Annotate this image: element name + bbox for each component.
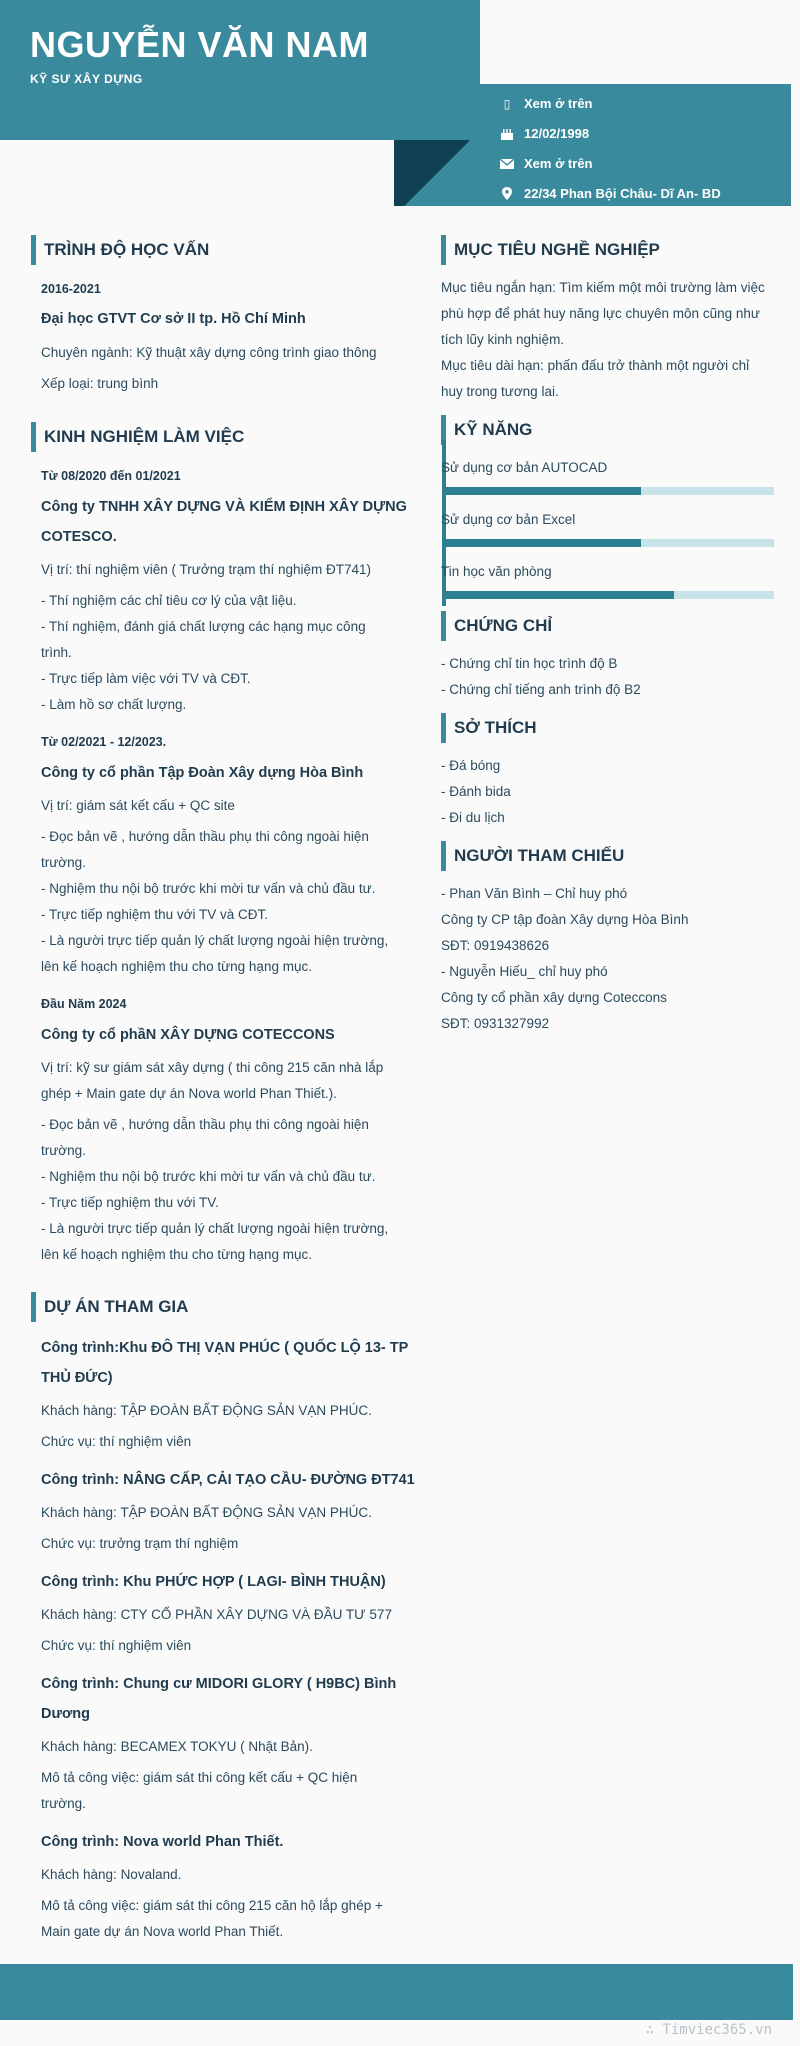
reference-line: Công ty cổ phần xây dựng Coteccons	[441, 990, 667, 1005]
job-line: - Trực tiếp làm việc với TV và CĐT.	[41, 671, 251, 686]
footer-band	[0, 1964, 793, 2020]
objective-heading	[441, 235, 660, 265]
certificates-title: CHỨNG CHỈ	[454, 616, 553, 635]
job-period: Đầu Năm 2024	[41, 997, 127, 1011]
objective-line: tích lũy kinh nghiệm.	[441, 332, 565, 347]
section-bar	[31, 1292, 36, 1322]
skills-title: KỸ NĂNG	[454, 420, 533, 439]
objective-line: huy trong tương lai.	[441, 384, 559, 399]
reference-line: SĐT: 0931327992	[441, 1016, 550, 1031]
candidate-name: NGUYỄN VĂN NAM	[30, 24, 370, 65]
section-bar	[441, 235, 446, 265]
job-line: - Làm hồ sơ chất lượng.	[41, 697, 187, 712]
project-name-cont: Dương	[41, 1706, 90, 1722]
contact-address	[496, 186, 721, 201]
project-name: Công trình:Khu ĐÔ THỊ VẠN PHÚC ( QUỐC LỘ 13- TP	[41, 1340, 409, 1356]
certificate-item: - Chứng chỉ tin học trình độ B	[441, 656, 618, 671]
phone-icon: ▯	[503, 96, 511, 111]
project-line: Khách hàng: Novaland.	[41, 1867, 182, 1882]
skill-label: Sử dụng cơ bản AUTOCAD	[441, 460, 608, 475]
projects-title: DỰ ÁN THAM GIA	[44, 1297, 189, 1316]
section-bar	[31, 235, 36, 265]
section-bar	[441, 713, 446, 743]
references-title: NGƯỜI THAM CHIẾU	[454, 846, 625, 865]
cake-icon	[496, 128, 518, 140]
hobbies-heading	[441, 713, 537, 743]
project-line: Khách hàng: TẬP ĐOÀN BẤT ĐỘNG SẢN VẠN PHÚC.	[41, 1505, 372, 1520]
hobbies-title: SỞ THÍCH	[454, 718, 537, 737]
job-company: Công ty cổ phần Tập Đoàn Xây dựng Hòa Bình	[41, 765, 364, 781]
projects-heading	[31, 1292, 188, 1322]
mail-icon	[496, 159, 518, 169]
contact-phone	[496, 96, 593, 111]
job-period: Từ 02/2021 - 12/2023.	[41, 735, 167, 749]
education-school: Đại học GTVT Cơ sở II tp. Hồ Chí Minh	[41, 311, 306, 327]
project-line: Chức vụ: trưởng trạm thí nghiệm	[41, 1536, 239, 1551]
job-line: trường.	[41, 1143, 86, 1158]
objective-line: Mục tiêu ngắn hạn: Tìm kiếm một môi trường làm việc	[441, 280, 765, 295]
job-line: - Thí nghiệm các chỉ tiêu cơ lý của vật liệu.	[41, 593, 297, 608]
job-line: - Nghiệm thu nội bộ trước khi mời tư vấn và chủ đầu tư.	[41, 881, 376, 896]
experience-title: KINH NGHIỆM LÀM VIỆC	[44, 427, 245, 446]
education-heading	[31, 235, 209, 265]
project-name-cont: THỦ ĐỨC)	[41, 1370, 113, 1386]
job-line: - Trực tiếp nghiệm thu với TV.	[41, 1195, 219, 1210]
reference-line: SĐT: 0919438626	[441, 938, 550, 953]
contact-email	[496, 156, 593, 171]
skill-bar-fill	[442, 591, 674, 599]
project-line: Khách hàng: BECAMEX TOKYU ( Nhật Bản).	[41, 1739, 313, 1754]
job-line: Vị trí: giám sát kết cấu + QC site	[41, 798, 235, 813]
hobby-item: - Đá bóng	[441, 758, 501, 773]
objective-line: Mục tiêu dài hạn: phấn đấu trở thành một người chỉ	[441, 358, 750, 373]
project-line: Main gate dự án Nova world Phan Thiết.	[41, 1924, 284, 1939]
project-name: Công trình: Chung cư MIDORI GLORY ( H9BC) Bình	[41, 1676, 397, 1692]
objective-title: MỤC TIÊU NGHỀ NGHIỆP	[454, 240, 660, 259]
certificate-item: - Chứng chỉ tiếng anh trình độ B2	[441, 682, 641, 697]
education-major: Chuyên ngành: Kỹ thuật xây dựng công trình giao thông	[41, 345, 377, 360]
hobby-item: - Đi du lịch	[441, 810, 505, 825]
job-line: - Nghiệm thu nội bộ trước khi mời tư vấn và chủ đầu tư.	[41, 1169, 376, 1184]
section-bar	[441, 611, 446, 641]
skill-bar	[442, 487, 774, 495]
section-bar	[31, 422, 36, 452]
contact-birthday-text: 12/02/1998	[524, 126, 590, 141]
job-period: Từ 08/2020 đến 01/2021	[41, 469, 181, 483]
job-title: KỸ SƯ XÂY DỰNG	[30, 72, 143, 86]
watermark: ∴ Timviec365.vn	[645, 2022, 772, 2038]
job-line: - Là người trực tiếp quản lý chất lượng ngoài hiện trường,	[41, 933, 389, 948]
project-line: Mô tả công việc: giám sát thi công 215 căn hộ lắp ghép +	[41, 1898, 383, 1913]
skill-bar	[442, 591, 774, 599]
project-name: Công trình: Nova world Phan Thiết.	[41, 1834, 284, 1850]
project-line: Khách hàng: TẬP ĐOÀN BẤT ĐỘNG SẢN VẠN PHÚC.	[41, 1403, 372, 1418]
project-line: trường.	[41, 1796, 86, 1811]
hobby-item: - Đánh bida	[441, 784, 511, 799]
job-company: Công ty TNHH XÂY DỰNG VÀ KIỂM ĐỊNH XÂY DỰNG	[41, 499, 407, 515]
project-name: Công trình: NÂNG CẤP, CẢI TẠO CẦU- ĐƯỜNG ĐT741	[41, 1472, 415, 1488]
contact-birthday	[496, 126, 589, 141]
education-grade: Xếp loại: trung bình	[41, 376, 159, 391]
project-line: Chức vụ: thí nghiệm viên	[41, 1434, 192, 1449]
project-line: Mô tả công việc: giám sát thi công kết cấu + QC hiện	[41, 1770, 358, 1785]
skill-bar-fill	[442, 539, 641, 547]
contact-address-text: 22/34 Phan Bội Châu- Dĩ An- BD	[524, 186, 721, 201]
project-line: Khách hàng: CTY CỔ PHẦN XÂY DỰNG VÀ ĐẦU TƯ 577	[41, 1607, 392, 1622]
job-line: trình.	[41, 645, 72, 660]
education-title: TRÌNH ĐỘ HỌC VẤN	[44, 240, 210, 259]
reference-line: - Phan Văn Bình – Chỉ huy phó	[441, 886, 628, 901]
contact-phone-text: Xem ở trên	[524, 96, 593, 111]
reference-line: Công ty CP tập đoàn Xây dựng Hòa Bình	[441, 912, 689, 927]
references-heading	[441, 841, 624, 871]
objective-line: phù hợp để phát huy năng lực chuyên môn cũng như	[441, 306, 760, 321]
job-line: trường.	[41, 855, 86, 870]
reference-line: - Nguyễn Hiếu_ chỉ huy phó	[441, 964, 608, 979]
section-bar	[441, 841, 446, 871]
skills-heading	[441, 415, 532, 445]
contact-email-text: Xem ở trên	[524, 156, 593, 171]
job-line: - Là người trực tiếp quản lý chất lượng ngoài hiện trường,	[41, 1221, 389, 1236]
project-line: Chức vụ: thí nghiệm viên	[41, 1638, 192, 1653]
location-icon	[496, 187, 518, 200]
experience-heading	[31, 422, 244, 452]
job-line: Vị trí: kỹ sư giám sát xây dựng ( thi công 215 căn nhà lắp	[41, 1060, 384, 1075]
job-line: - Đọc bản vẽ , hướng dẫn thầu phụ thi công ngoài hiện	[41, 829, 369, 844]
job-line: Vị trí: thí nghiệm viên ( Trưởng trạm thí nghiệm ĐT741)	[41, 562, 372, 577]
project-name: Công trình: Khu PHỨC HỢP ( LAGI- BÌNH THUẬN)	[41, 1574, 386, 1590]
skill-label: Tin học văn phòng	[441, 564, 552, 579]
job-line: lên kế hoạch nghiệm thu cho từng hạng mục.	[41, 1247, 312, 1262]
certificates-heading	[441, 611, 552, 641]
job-line: - Trực tiếp nghiệm thu với TV và CĐT.	[41, 907, 268, 922]
header-fold-decoration	[394, 140, 480, 206]
skill-bar	[442, 539, 774, 547]
job-line: lên kế hoạch nghiệm thu cho từng hạng mục.	[41, 959, 312, 974]
job-company: Công ty cổ phầN XÂY DỰNG COTECCONS	[41, 1027, 335, 1043]
education-period: 2016-2021	[41, 282, 101, 296]
job-line: - Thí nghiệm, đánh giá chất lượng các hạng mục công	[41, 619, 366, 634]
job-line: ghép + Main gate dự án Nova world Phan Thiết.).	[41, 1086, 337, 1101]
job-company-cont: COTESCO.	[41, 529, 117, 545]
skill-bar-fill	[442, 487, 641, 495]
skill-label: Sử dụng cơ bản Excel	[441, 512, 576, 527]
job-line: - Đọc bản vẽ , hướng dẫn thầu phụ thi công ngoài hiện	[41, 1117, 369, 1132]
